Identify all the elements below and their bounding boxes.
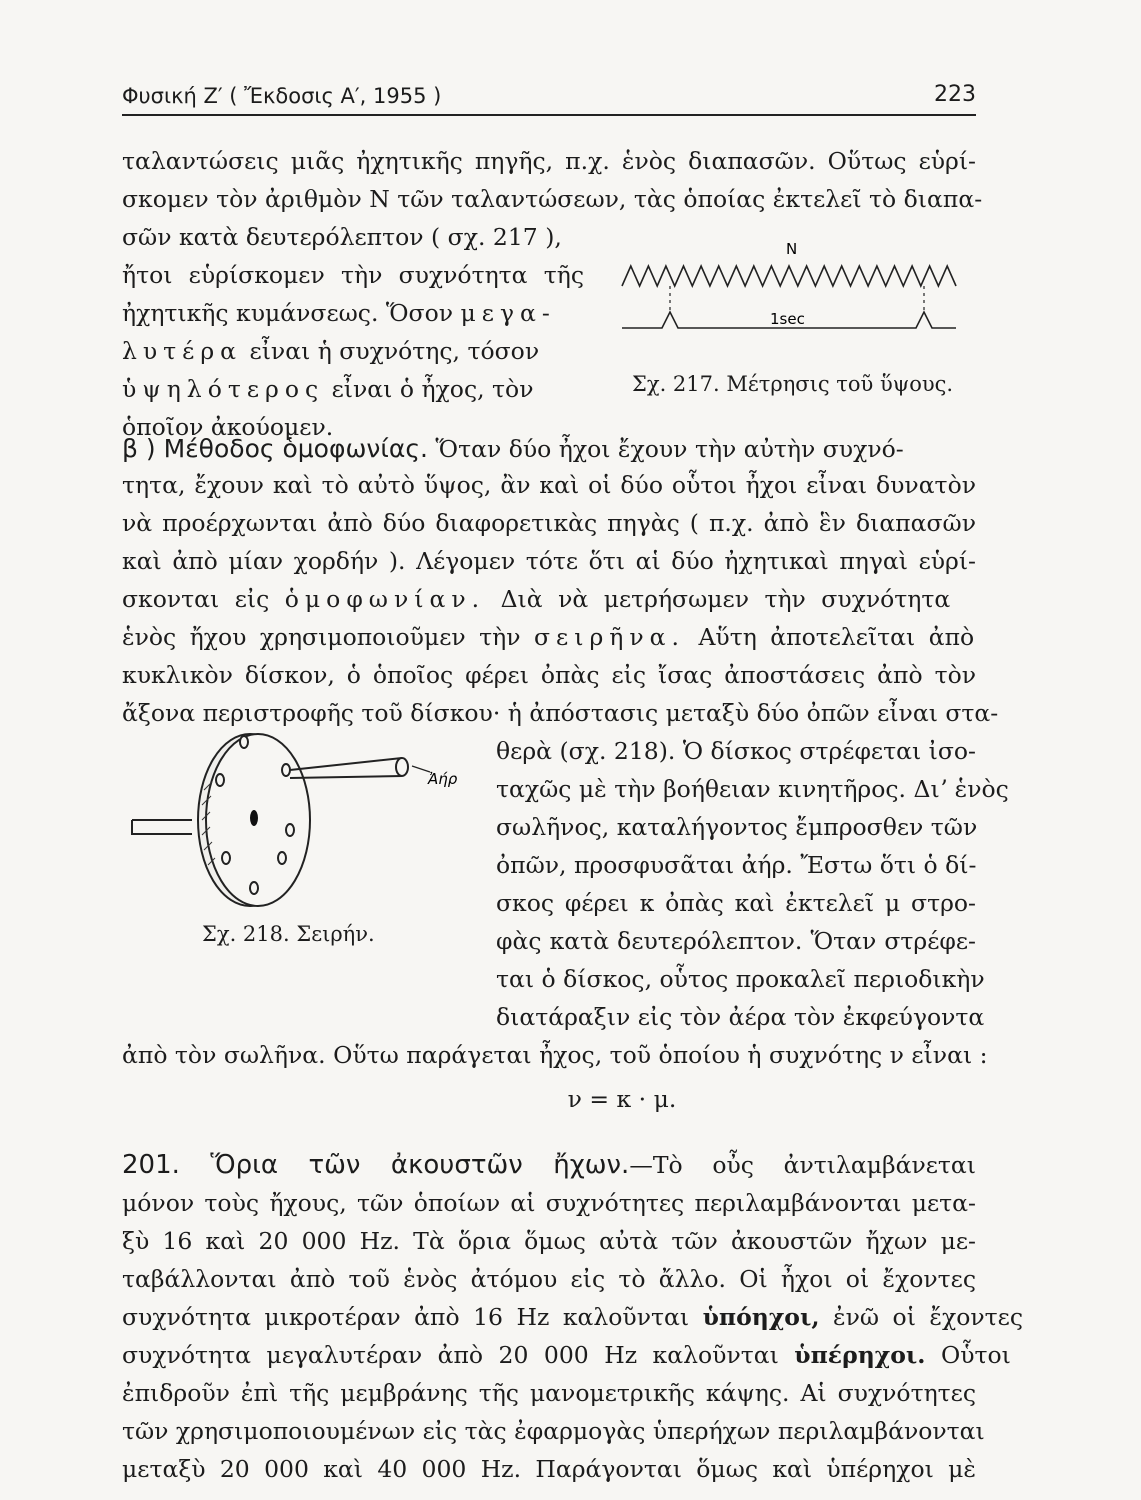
air-tube: [290, 758, 402, 778]
section-heading: 201. Ὅρια τῶν ἀκουστῶν ἤχων.: [122, 1150, 630, 1180]
text-span: εἶναι ἡ συχνότης, τόσον: [249, 337, 540, 365]
text-line: ἐπιδροῦν ἐπὶ τῆς μεμβράνης τῆς μανομετρικῆς κάψης. Αἱ συχνότητες: [122, 1379, 976, 1407]
text-line: ξὺ 16 καὶ 20 000 Hz. Τὰ ὅρια ὅμως αὐτὰ τῶν ἀκουστῶν ἤχων με-: [122, 1227, 976, 1255]
text-line: σῶν κατὰ δευτερόλεπτον ( σχ. 217 ),: [122, 223, 562, 251]
text-line: σωλῆνος, καταλήγοντος ἔμπροσθεν τῶν: [496, 813, 978, 841]
text-line: κυκλικὸν δίσκον, ὁ ὁποῖος φέρει ὀπὰς εἰς ἴσας ἀποστάσεις ἀπὸ τὸν: [122, 661, 976, 689]
text-line: ὀπῶν, προσφυσᾶται ἀήρ. Ἔστω ὅτι ὁ δί-: [496, 851, 977, 879]
text-line: διατάραξιν εἰς τὸν ἀέρα τὸν ἐκφεύγοντα: [496, 1003, 985, 1031]
text-line: ται ὁ δίσκος, οὗτος προκαλεῖ περιοδικὴν: [496, 965, 985, 993]
text-span: ἠχητικῆς κυμάνσεως. Ὅσον: [122, 299, 454, 327]
page-number: 223: [934, 82, 976, 107]
text-line: μόνον τοὺς ἤχους, τῶν ὁποίων αἱ συχνότητες περιλαμβάνονται μετα-: [122, 1189, 976, 1217]
text-line: [122, 337, 584, 365]
text-line: ἀπὸ τὸν σωλῆνα. Οὕτω παράγεται ἦχος, τοῦ ὁποίου ἡ συχνότης ν εἶναι :: [122, 1041, 988, 1069]
text-line: καὶ ἀπὸ μίαν χορδήν ). Λέγομεν τότε ὅτι αἱ δύο ἠχητικαὶ πηγαὶ εὑρί-: [122, 547, 976, 575]
text-line: [122, 623, 976, 651]
bold-term-ultrasound: ὑπέρηχοι.: [794, 1341, 926, 1369]
siren-disk-face: [206, 734, 310, 906]
text-line: φὰς κατὰ δευτερόλεπτον. Ὅταν στρέφε-: [496, 927, 976, 955]
figure-217-waveform: [600, 236, 972, 346]
text-line: ταλαντώσεις μιᾶς ἠχητικῆς πηγῆς, π.χ. ἑνὸς διαπασῶν. Οὕτως εὑρί-: [122, 147, 976, 175]
text-line: [122, 299, 584, 327]
text-line: τῶν χρησιμοποιουμένων εἰς τὰς ἐφαρμογὰς ὑπερήχων περιλαμβάνονται: [122, 1417, 985, 1445]
siren-center-hub: [250, 810, 258, 826]
text-span: Αὕτη ἀποτελεῖται ἀπὸ: [698, 623, 975, 651]
dash-span: —: [629, 1151, 653, 1179]
figure-218-siren: [122, 730, 482, 930]
text-span: ἑνὸς ἤχου χρησιμοποιοῦμεν τὴν: [122, 623, 521, 651]
text-span: συχνότητα μεγαλυτέραν ἀπὸ 20 000 Hz καλοῦνται: [122, 1341, 779, 1369]
emphasis-span: σειρῆνα.: [534, 623, 685, 651]
text-span: Διὰ νὰ μετρήσωμεν τὴν συχνότητα: [500, 585, 951, 613]
text-span: Ὅταν δύο ἦχοι ἔχουν τὴν αὐτὴν συχνό-: [435, 435, 904, 463]
figure-217-caption: Σχ. 217. Μέτρησις τοῦ ὕψους.: [632, 372, 954, 396]
text-span: σκονται εἰς: [122, 585, 270, 613]
siren-axle: [132, 820, 192, 834]
text-span: συχνότητα μικροτέραν ἀπὸ 16 Hz καλοῦνται: [122, 1303, 690, 1331]
figure-218-caption: Σχ. 218. Σειρήν.: [202, 922, 375, 946]
text-line: ὁποῖον ἀκούομεν.: [122, 413, 334, 441]
text-line: σκομεν τὸν ἀριθμὸν N τῶν ταλαντώσεων, τὰς ὁποίας ἐκτελεῖ τὸ διαπα-: [122, 185, 983, 213]
text-line: τητα, ἔχουν καὶ τὸ αὐτὸ ὕψος, ἂν καὶ οἱ δύο οὗτοι ἦχοι εἶναι δυνατὸν: [122, 471, 976, 499]
air-tube-opening: [396, 758, 408, 776]
text-line: ταβάλλονται ἀπὸ τοῦ ἑνὸς ἀτόμου εἰς τὸ ἄλλο. Οἱ ἦχοι οἱ ἔχοντες: [122, 1265, 976, 1293]
running-header: [122, 80, 976, 116]
emphasis-span: μεγα-: [460, 299, 556, 327]
air-label: Ἀήρ: [428, 770, 458, 788]
text-line: [122, 436, 976, 462]
running-title: Φυσική Ζ′ ( Ἔκδοσις Α′, 1955 ): [122, 84, 442, 108]
frequency-zigzag-line: [622, 266, 956, 286]
text-line: σκος φέρει κ ὀπὰς καὶ ἐκτελεῖ μ στρο-: [496, 889, 976, 917]
text-line: ταχῶς μὲ τὴν βοήθειαν κινητῆρος. Διʼ ἑνὸς: [496, 775, 1009, 803]
label-n: N: [786, 240, 798, 258]
subsection-title: β ) Μέθοδος ὁμοφωνίας.: [122, 434, 428, 463]
text-line: [122, 1152, 976, 1178]
text-span: εἶναι ὁ ἦχος, τὸν: [331, 375, 534, 403]
text-span: Τὸ οὖς ἀντιλαμβάνεται: [652, 1151, 976, 1179]
text-line: [122, 1341, 1011, 1369]
text-line: [122, 375, 584, 403]
emphasis-span: ὁμοφωνίαν.: [284, 585, 486, 613]
text-span: ἐνῶ οἱ ἔχοντες: [833, 1303, 1023, 1331]
text-line: [122, 585, 976, 613]
text-line: ἤτοι εὑρίσκομεν τὴν συχνότητα τῆς: [122, 261, 584, 289]
emphasis-span: λυτέρα: [122, 337, 243, 365]
bold-term-infrasound: ὑπόηχοι,: [702, 1303, 820, 1331]
label-one-second: 1sec: [770, 310, 805, 328]
text-span: Οὗτοι: [940, 1341, 1011, 1369]
formula: ν = κ · μ.: [567, 1085, 677, 1113]
text-line: μεταξὺ 20 000 καὶ 40 000 Hz. Παράγονται ὅμως καὶ ὑπέρηχοι μὲ: [122, 1455, 976, 1483]
text-line: ἄξονα περιστροφῆς τοῦ δίσκου· ἡ ἀπόστασις μεταξὺ δύο ὀπῶν εἶναι στα-: [122, 699, 999, 727]
text-line: [122, 1303, 1023, 1331]
text-line: νὰ προέρχωνται ἀπὸ δύο διαφορετικὰς πηγὰς ( π.χ. ἀπὸ ἓν διαπασῶν: [122, 509, 976, 537]
emphasis-span: ὑψηλότερος: [122, 375, 325, 403]
text-line: θερὰ (σχ. 218). Ὁ δίσκος στρέφεται ἰσο-: [496, 737, 976, 765]
